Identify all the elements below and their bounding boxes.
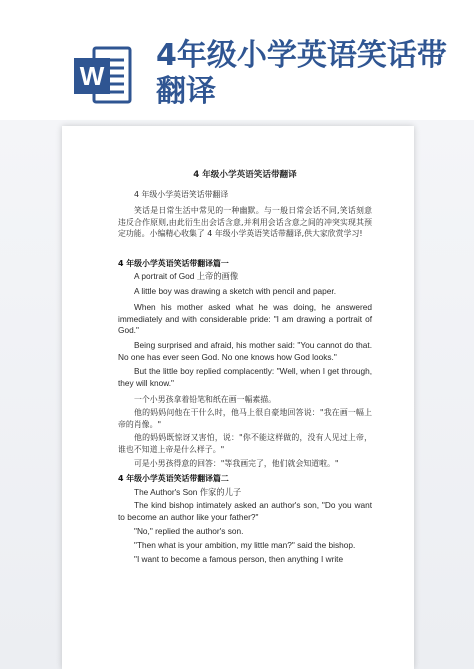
s1-title-line: A portrait of God 上帝的画像 <box>134 271 239 281</box>
s1-cn-4: 可是小男孩得意的回答："等我画完了，他们就会知道啦。" <box>134 459 339 468</box>
banner-title: 4年级小学英语笑话带翻译 <box>156 38 447 109</box>
svg-text:W: W <box>79 61 105 91</box>
s1-paragraph-2: When his mother asked what he was doing, he answered immediately and with considerable pride: "I am drawing a portrait of God." <box>118 302 372 336</box>
document-subtitle: 4 年级小学英语笑话带翻译 <box>134 190 229 199</box>
s2-paragraph-1: The kind bishop intimately asked an author's son, "Do you want to become an author like your father?" <box>118 500 372 522</box>
s2-paragraph-3: "Then what is your ambition, my little man?" said the bishop. <box>134 540 356 550</box>
s1-paragraph-3: Being surprised and afraid, his mother said: "You cannot do that. No one has ever seen God. No one knows how God looks." <box>118 340 372 362</box>
s1-paragraph-4: But the little boy replied complacently: "Well, when I get through, they will know." <box>118 366 372 388</box>
s1-cn-2: 他的妈妈问他在干什么时，他马上很自豪地回答说："我在画一幅上帝的肖像。" <box>118 408 372 429</box>
s2-title-line: The Author's Son 作家的儿子 <box>134 487 242 497</box>
document-title: 4 年级小学英语笑话带翻译 <box>193 170 297 180</box>
intro-paragraph: 笑话是日常生活中常见的一种幽默。与一般日常会话不同,笑话刻意违反合作原则,由此衍生出会话含意,并利用会话含意之间的冲突实现其预定功能。小编精心收集了 4 年级小学英语笑话带翻译,供大家欣赏学习! <box>118 206 372 239</box>
s2-paragraph-4: "I want to become a famous person, then anything I write <box>134 554 344 564</box>
s2-paragraph-2: "No," replied the author's son. <box>134 526 244 536</box>
section1-heading: 4 年级小学英语笑话带翻译篇一 <box>118 259 229 268</box>
section2-heading: 4 年级小学英语笑话带翻译篇二 <box>118 474 229 483</box>
s1-cn-3: 他的妈妈既惊讶又害怕，说："你不能这样做的，没有人见过上帝，谁也不知道上帝是什么样子。" <box>118 433 372 454</box>
s1-paragraph-1: A little boy was drawing a sketch with pencil and paper. <box>134 286 337 296</box>
document-page <box>62 126 414 669</box>
banner <box>0 0 474 130</box>
s1-cn-1: 一个小男孩拿着铅笔和纸在画一幅素描。 <box>134 395 277 404</box>
word-document-icon <box>74 44 132 106</box>
